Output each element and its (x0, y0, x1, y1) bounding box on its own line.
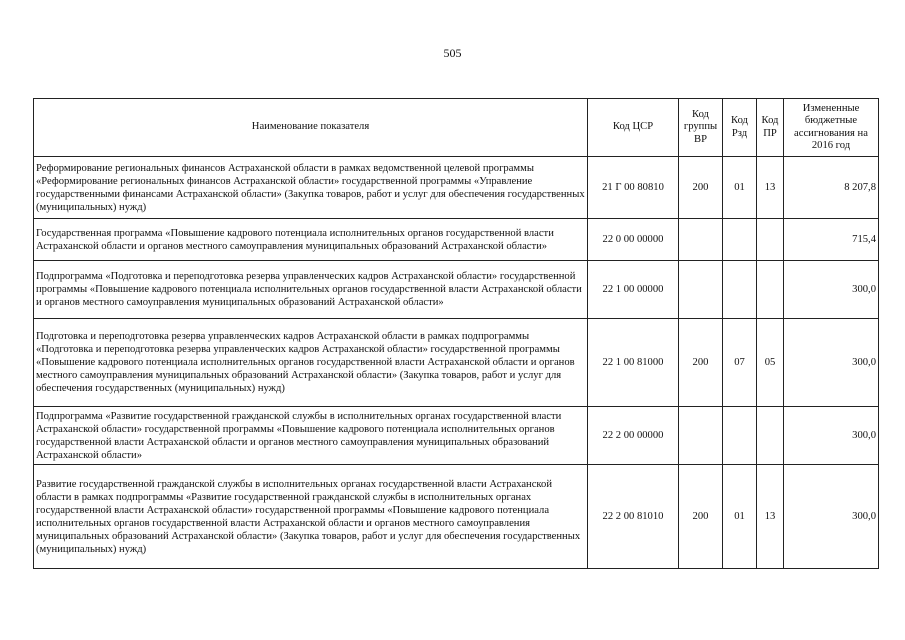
row-name: Подпрограмма «Развитие государственной гражданской службы в исполнительных органах государственной власти Астраханской области» государственной программы «Повышение кадрового потенциала исполнительных органов государственной власти Астраханской области и органов местного самоуправления муниципальных образований Астраханской области» (34, 407, 588, 465)
row-sum: 300,0 (784, 261, 879, 319)
table-header-row (34, 99, 879, 157)
row-name: Подготовка и переподготовка резерва управленческих кадров Астраханской области в рамках подпрограммы «Подготовка и переподготовка резерва управленческих кадров Астраханской области» государственной программы «Повышение кадрового потенциала исполнительных органов государственной власти Астраханской области и органов местного самоуправления муниципальных образований Астраханской области» (Закупка товаров, работ и услуг для обеспечения государственных (муниципальных) нужд) (34, 319, 588, 407)
budget-table (33, 98, 879, 569)
row-name: Государственная программа «Повышение кадрового потенциала исполнительных органов государственной власти Астраханской области и органов местного самоуправления муниципальных образований Астраханской области» (34, 219, 588, 261)
row-csr: 21 Г 00 80810 (588, 157, 679, 219)
row-csr: 22 2 00 81010 (588, 465, 679, 569)
row-sum: 715,4 (784, 219, 879, 261)
header-vr: Код группы ВР (679, 99, 723, 157)
row-pr: 13 (757, 157, 784, 219)
row-pr: 05 (757, 319, 784, 407)
header-pr: Код ПР (757, 99, 784, 157)
table-row (34, 465, 879, 569)
row-sum: 300,0 (784, 407, 879, 465)
row-pr (757, 407, 784, 465)
row-rzd (723, 219, 757, 261)
row-vr (679, 407, 723, 465)
row-pr: 13 (757, 465, 784, 569)
row-rzd: 01 (723, 465, 757, 569)
header-rzd: Код Рзд (723, 99, 757, 157)
row-vr: 200 (679, 319, 723, 407)
row-pr (757, 261, 784, 319)
table-row (34, 407, 879, 465)
row-csr: 22 1 00 00000 (588, 261, 679, 319)
header-csr: Код ЦСР (588, 99, 679, 157)
page-number: 505 (443, 46, 462, 60)
row-csr: 22 1 00 81000 (588, 319, 679, 407)
row-csr: 22 0 00 00000 (588, 219, 679, 261)
row-name: Подпрограмма «Подготовка и переподготовка резерва управленческих кадров Астраханской области» государственной программы «Повышение кадрового потенциала исполнительных органов государственной власти Астраханской области и органов местного самоуправления муниципальных образований Астраханской области» (34, 261, 588, 319)
table-row (34, 219, 879, 261)
row-sum: 300,0 (784, 465, 879, 569)
header-sum: Измененные бюджетные ассигнования на 2016 год (784, 99, 879, 157)
row-vr (679, 261, 723, 319)
header-name: Наименование показателя (34, 99, 588, 157)
row-name: Реформирование региональных финансов Астраханской области в рамках ведомственной целевой программы «Реформирование региональных финансов Астраханской области» государственной программы «Управление государственными финансами Астраханской области» (Закупка товаров, работ и услуг для обеспечения государственных (муниципальных) нужд) (34, 157, 588, 219)
row-vr: 200 (679, 465, 723, 569)
row-name: Развитие государственной гражданской службы в исполнительных органах государственной власти Астраханской области в рамках подпрограммы «Развитие государственной гражданской службы в исполнительных органах государственной власти Астраханской области» государственной программы «Повышение кадрового потенциала исполнительных органов государственной власти Астраханской области и органов местного самоуправления муниципальных образований Астраханской области» (Закупка товаров, работ и услуг для обеспечения государственных (муниципальных) нужд) (34, 465, 588, 569)
row-csr: 22 2 00 00000 (588, 407, 679, 465)
row-vr: 200 (679, 157, 723, 219)
row-pr (757, 219, 784, 261)
table-row (34, 261, 879, 319)
row-rzd: 01 (723, 157, 757, 219)
row-vr (679, 219, 723, 261)
row-sum: 8 207,8 (784, 157, 879, 219)
row-sum: 300,0 (784, 319, 879, 407)
row-rzd (723, 407, 757, 465)
row-rzd: 07 (723, 319, 757, 407)
table-row (34, 319, 879, 407)
table-row (34, 157, 879, 219)
row-rzd (723, 261, 757, 319)
